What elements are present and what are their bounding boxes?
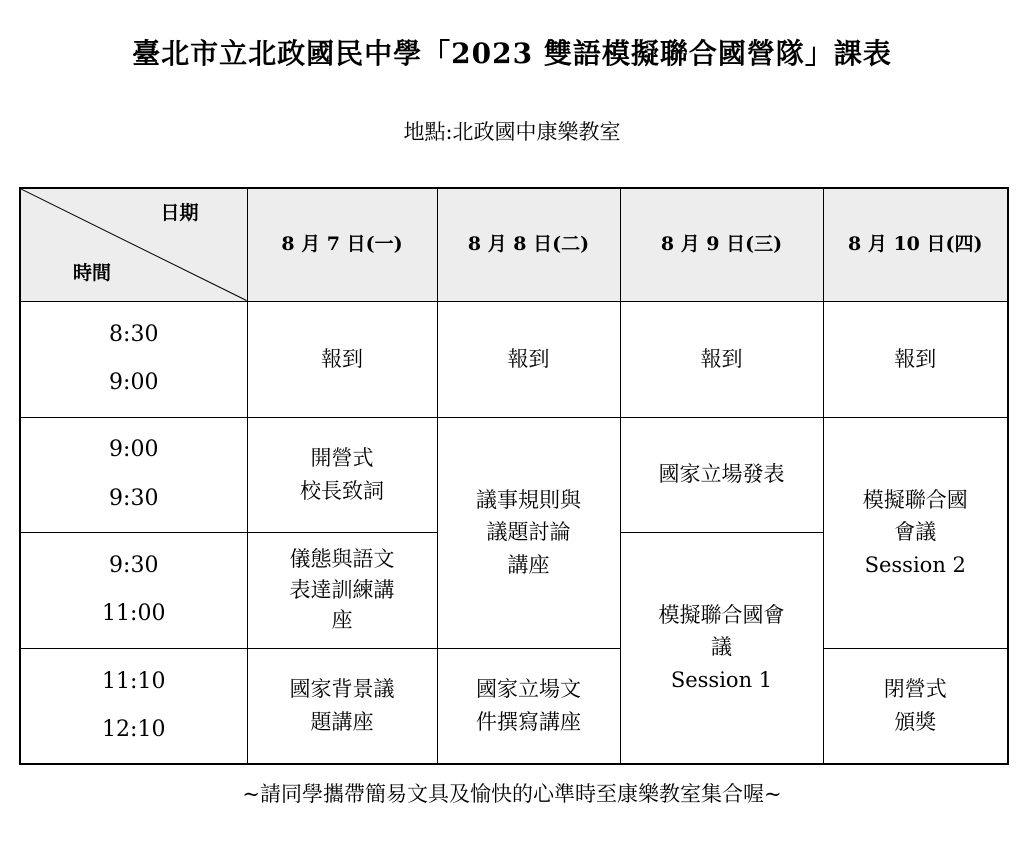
cell-line: 議題討論 [486, 520, 571, 545]
checkin-day3: 報到 [620, 301, 823, 417]
schedule-table [19, 187, 1009, 765]
cell-line: Session 1 [670, 668, 773, 693]
cell-line: 表達訓練講 [289, 577, 395, 602]
opening-ceremony-cell [247, 417, 437, 532]
day-header-4: 8 月 10 日(四) [823, 188, 1008, 301]
day-header-1: 8 月 7 日(一) [247, 188, 437, 301]
page-title: 臺北市立北政國民中學「2023 雙語模擬聯合國營隊」課表 [132, 37, 892, 70]
time-start: 8:30 [109, 321, 159, 347]
time-cell-4 [20, 648, 247, 764]
corner-date-label: 日期 [160, 202, 199, 224]
cell-line: 座 [331, 608, 353, 633]
cell-line: Session 2 [864, 552, 966, 577]
cell-line: 閉營式 [883, 677, 947, 702]
cell-line: 議 [711, 635, 732, 660]
time-end: 12:10 [102, 716, 166, 742]
corner-cell [20, 188, 247, 301]
diagonal-divider [21, 189, 247, 301]
cell-line: 件撰寫講座 [476, 709, 581, 734]
cell-line: 會議 [894, 520, 937, 545]
slot-row-4 [20, 648, 1008, 764]
cell-line: 議事規則與 [476, 487, 581, 512]
cell-line: 儀態與語文 [289, 547, 395, 572]
checkin-day2: 報到 [437, 301, 620, 417]
time-start: 9:00 [109, 437, 159, 463]
footer-note: ~請同學攜帶簡易文具及愉快的心準時至康樂教室集合喔~ [242, 782, 782, 806]
time-cell-1 [20, 301, 247, 417]
writing-lecture-cell [437, 648, 620, 764]
cell-line: 模擬聯合國會 [658, 602, 785, 627]
slot-row-1 [20, 301, 1008, 417]
cell-line: 開營式 [310, 445, 374, 470]
checkin-day4: 報到 [823, 301, 1008, 417]
position-presentation-cell: 國家立場發表 [620, 417, 823, 532]
time-cell-3 [20, 532, 247, 648]
rules-lecture-cell [437, 417, 620, 648]
cell-line: 國家立場文 [476, 677, 581, 702]
session-1-cell [620, 532, 823, 764]
session-2-cell [823, 417, 1008, 648]
time-start: 11:10 [102, 668, 166, 694]
closing-ceremony-cell [823, 648, 1008, 764]
corner-time-label: 時間 [73, 262, 112, 285]
cell-line: 講座 [507, 552, 550, 577]
etiquette-training-cell [247, 532, 437, 648]
time-end: 11:00 [102, 601, 166, 626]
cell-line: 頒獎 [894, 709, 937, 734]
time-cell-2 [20, 417, 247, 532]
time-start: 9:30 [109, 552, 159, 578]
cell-line: 國家背景議 [289, 677, 395, 702]
time-end: 9:00 [109, 370, 159, 395]
location-text: 地點:北政國中康樂教室 [403, 120, 621, 144]
cell-line: 題講座 [310, 709, 374, 734]
checkin-day1: 報到 [247, 301, 437, 417]
slot-row-2 [20, 417, 1008, 532]
day-header-3: 8 月 9 日(三) [620, 188, 823, 301]
background-lecture-cell [247, 648, 437, 764]
day-header-2: 8 月 8 日(二) [437, 188, 620, 301]
time-end: 9:30 [109, 485, 159, 511]
header-row [20, 188, 1008, 301]
cell-line: 校長致詞 [300, 478, 384, 503]
cell-line: 模擬聯合國 [862, 487, 968, 512]
